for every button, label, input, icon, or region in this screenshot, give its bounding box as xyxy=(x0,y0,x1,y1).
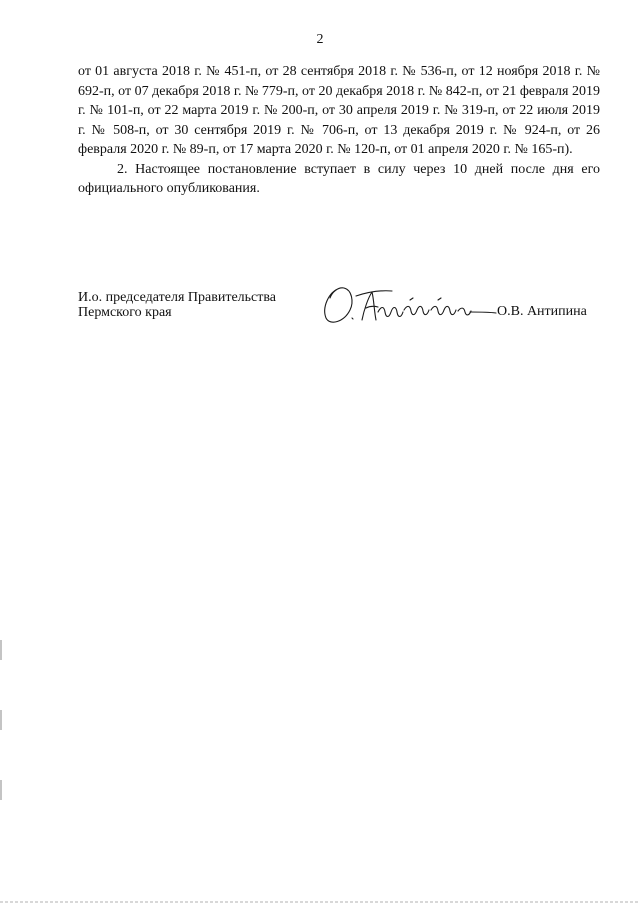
page-number: 2 xyxy=(316,32,324,47)
signatory-title-line-1: И.о. председателя Правительства xyxy=(78,290,277,305)
scan-bottom-edge xyxy=(0,899,640,905)
signatory-name: О.В. Антипина xyxy=(497,304,587,319)
document-body xyxy=(78,62,600,199)
paragraph-effective-date: 2. Настоящее постановление вступает в силу через 10 дней после дня его официального опубликования. xyxy=(78,161,600,196)
signatory-title-line-2: Пермского края xyxy=(78,305,172,320)
scan-edge-marks xyxy=(0,0,3,905)
handwritten-signature-icon xyxy=(318,282,498,328)
signatory-title xyxy=(78,290,276,320)
paragraph-amendments-list: от 01 августа 2018 г. № 451-п, от 28 сентября 2018 г. № 536-п, от 12 ноября 2018 г. № 692-п, от 07 декабря 2018 г. № 779-п, от 20 декабря 2018 г. № 842-п, от 21 февраля 2019 г. № 101-п, от 22 марта 2019 г. № 200-п, от 30 апреля 2019 г. № 319-п, от 22 июля 2019 г. № 508-п, от 30 сентября 2019 г. № 706-п, от 13 декабря 2019 г. № 924-п, от 26 февраля 2020 г. № 89-п, от 17 марта 2020 г. № 120-п, от 01 апреля 2020 г. № 165-п). xyxy=(78,64,600,157)
